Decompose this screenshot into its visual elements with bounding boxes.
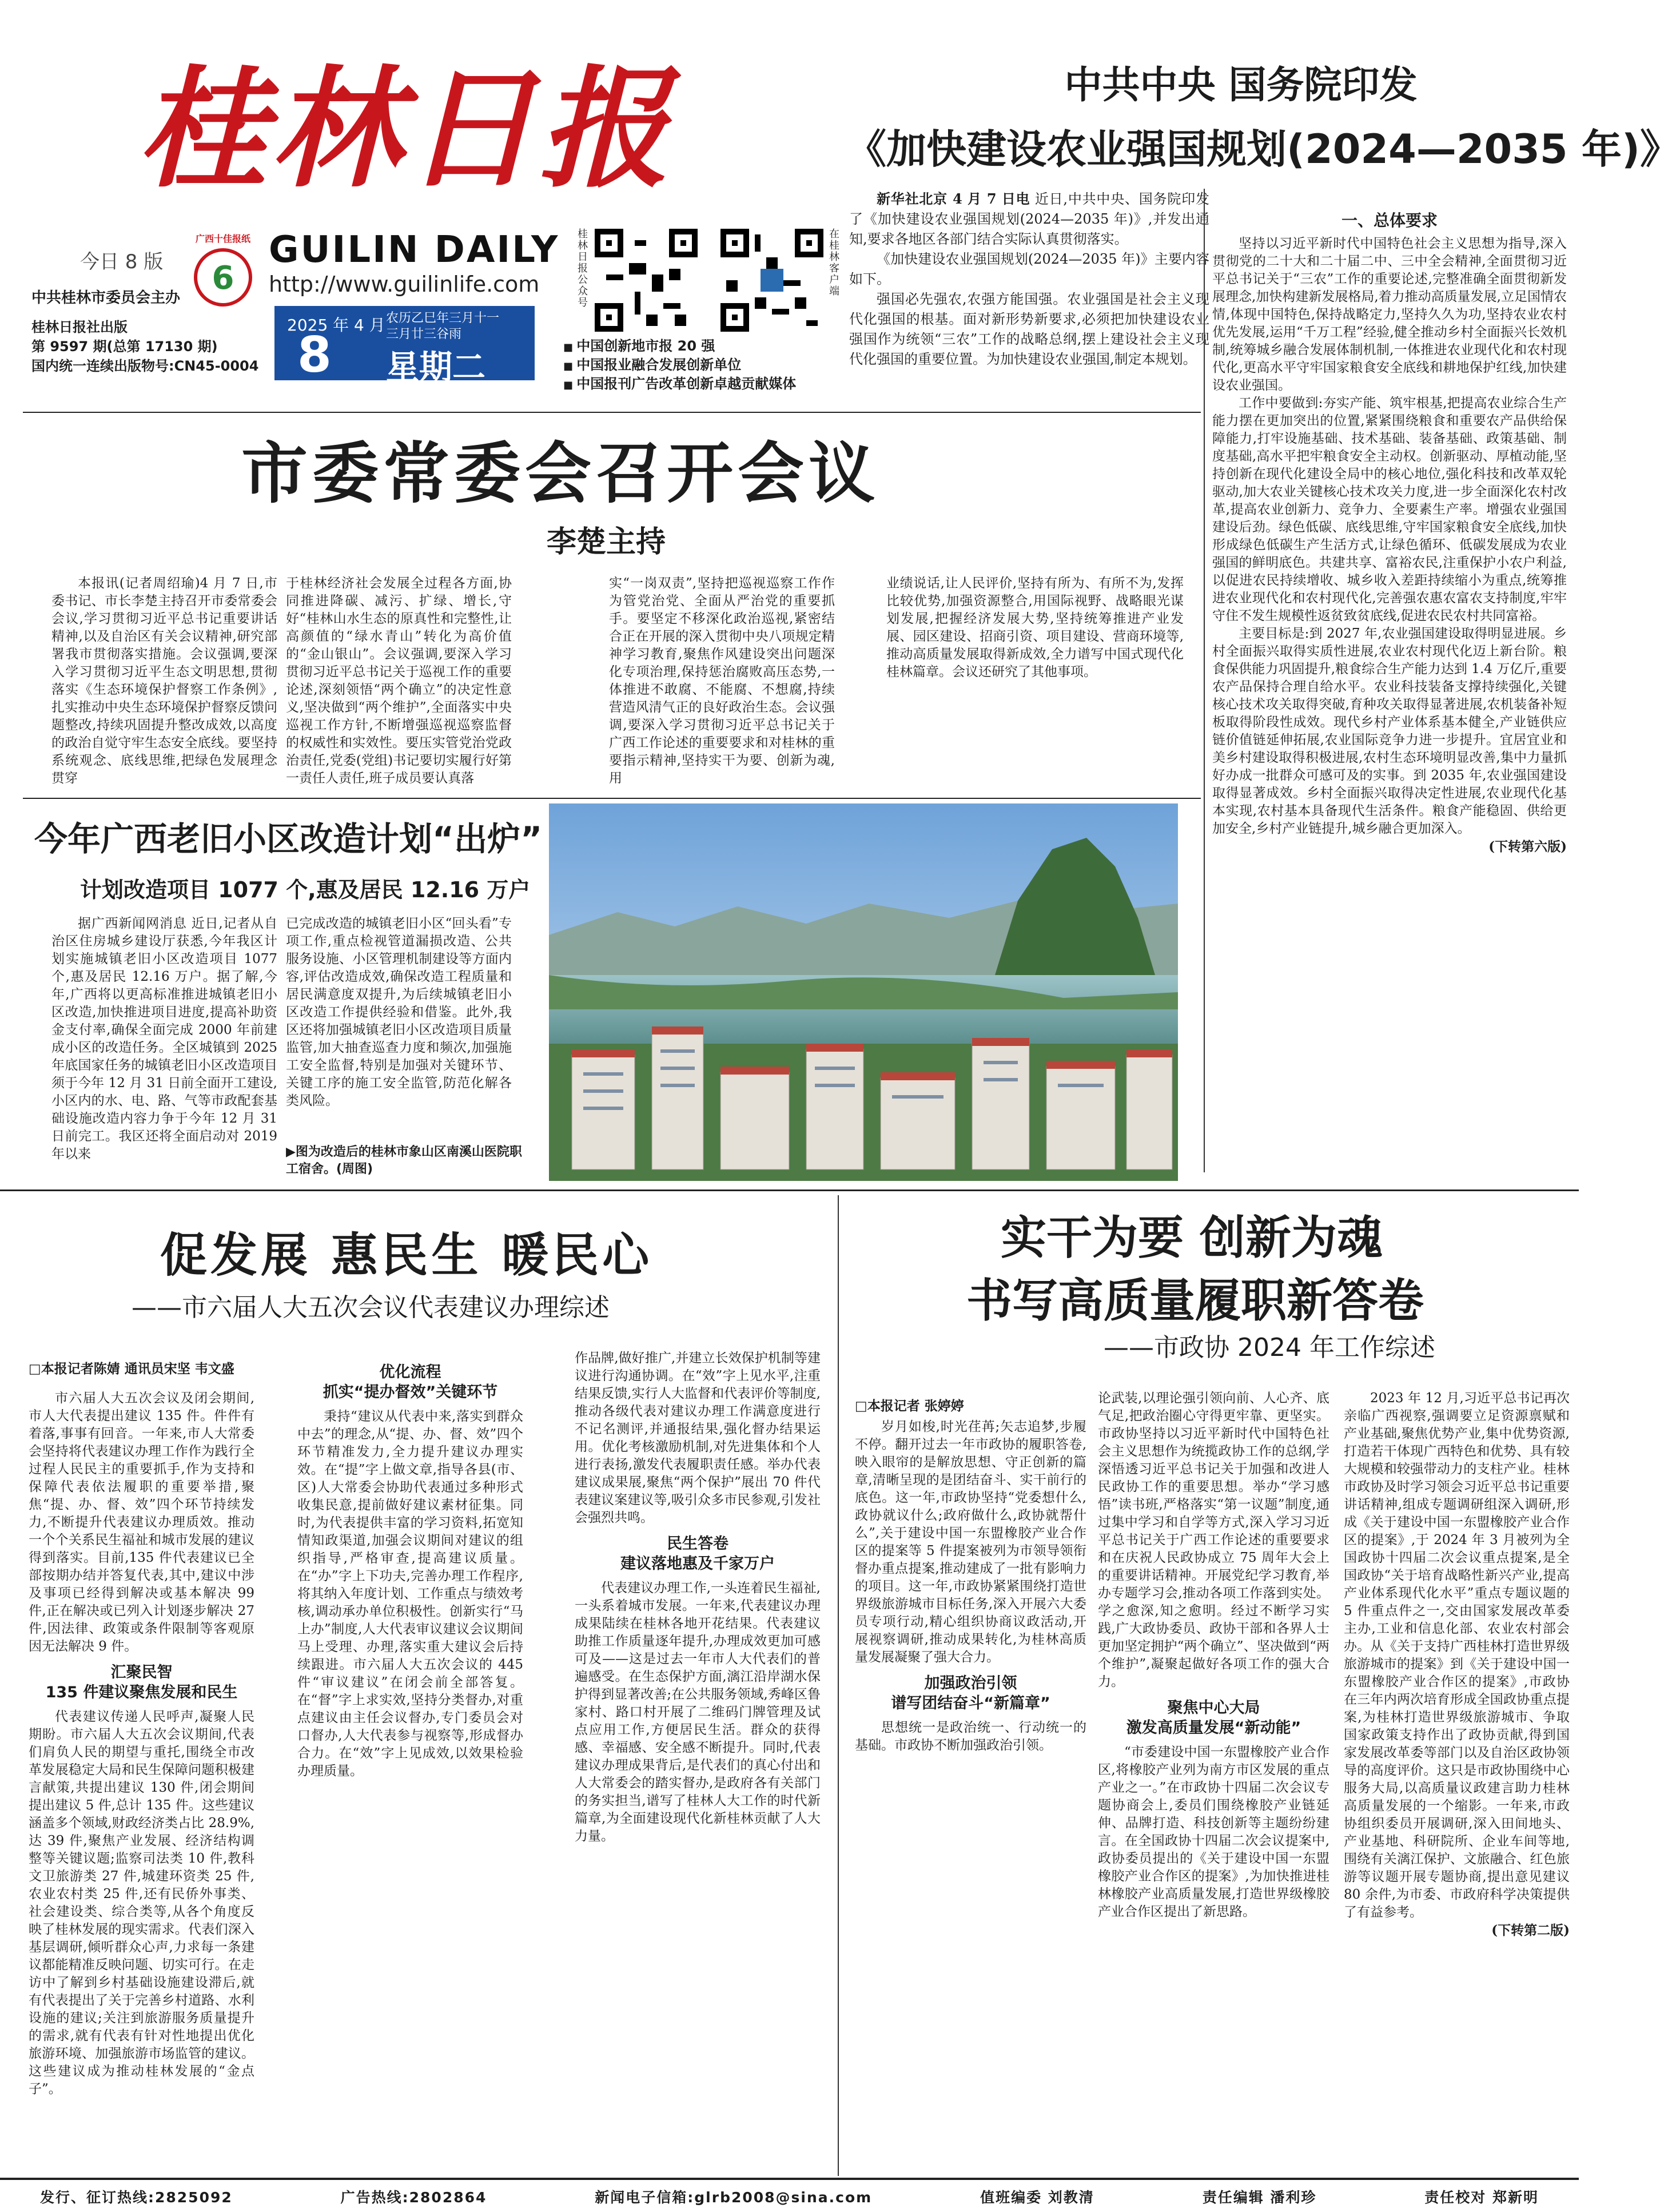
footer-duty-editor: 值班编委 刘教清 bbox=[980, 2189, 1094, 2206]
section-heading: 民生答卷 bbox=[667, 1535, 728, 1553]
meeting-col-2: 于桂林经济社会发展全过程各方面,协同推进降碳、减污、扩绿、增长,守好“桂林山水生态的原真性和完整性,让高颜值的“绿水青山”转化为高价值的“金山银山”。会议强调,要深入学习贯彻习近平总书记关于巡视工作的重要论述,深刻领悟“两个确立”的决定性意义,坚决做到“两个维护”,全面落实中央巡视工作方针,不断增强巡视巡察监督的权威性和实效性。要压实管党治党政治责任,党委(党组)书记要切实履行好第一责任人责任,班子成员要认真落 bbox=[286, 576, 512, 786]
today-pages: 今日 8 版 bbox=[80, 250, 164, 273]
cppcc-title-2: 书写高质量履职新答卷 bbox=[966, 1274, 1424, 1327]
footer-hotline: 发行、征订热线:2825092 bbox=[40, 2189, 233, 2206]
section-subheading: 建议落地惠及千家万户 bbox=[620, 1555, 775, 1573]
cppcc-title-1: 实干为要 创新为魂 bbox=[1001, 1211, 1383, 1264]
meeting-subtitle: 李楚主持 bbox=[546, 525, 666, 559]
npc-col-1: 市六届人大五次会议及闭会期间,市人大代表提出建议 135 件。件件有着落,事事有回音。一年来,市人大常委会坚持将代表建议办理工作作为践行全过程人民民主的重要抓手,作为支持和保障代表依法履职的重要举措,聚焦“提、办、督、效”四个环节持续发力,不断提升代表建议办理质效。推动一个个关系民生福祉和城市发展的建议得到落实。目前,135 件代表建议已全部按期办结并答复代表,其中,建议中涉及事项已经得到解决或基本解决 99 件,正在解决或已列入计划逐步解决 27 件,因法律、政策或条件限制等客观原因无法解决 9 件。 汇聚民智 135 件建议聚焦发展和民生 代表建议传递人民呼声,凝聚人民期盼。市六届人大五次会议期间,代表们肩负人民的期望与重托,围绕全市改革发展稳定大局和民生保障问题积极建言献策,共提出建议 130 件,闭会期间提出建议 5 件,总计 135 件。这些建议涵盖多个领域,财政经济类占比 28.9%,达 39 件,聚焦产业发展、经济结构调整等关键议题;监察司法类 10 件,教科文卫旅游类 27 件,城建环资类 25 件,农业农村类 25 件,还有民侨外事类、社会建设类、综合类等,从各个角度反映了桂林发展的现实需求。代表们深入基层调研,倾听群众心声,力求每一条建议都能精准反映问题、切实可行。在走访中了解到乡村基础设施建设滞后,就有代表提出了关于完善乡村道路、水利设施的建议;关注到旅游服务质量提升的需求,就有代表有针对性地提出优化旅游环境、加强旅游市场监管的建议。这些建议成为推动桂林发展的“金点子”。 bbox=[29, 1391, 254, 2096]
section-heading: 一、总体要求 bbox=[1341, 211, 1438, 230]
section-subheading: 135 件建议聚焦发展和民生 bbox=[45, 1684, 238, 1701]
dateline: 新华社北京 4 月 7 日电 bbox=[877, 190, 1030, 207]
website-url[interactable]: http://www.guilinlife.com bbox=[269, 272, 540, 297]
section-subheading: 抓实“提办督效”关键环节 bbox=[323, 1383, 498, 1401]
honor-item: ■ 中国报刊广告改革创新卓越贡献媒体 bbox=[563, 375, 826, 394]
masthead-title: 桂林日报 bbox=[137, 52, 672, 205]
meeting-col-4: 业绩说话,让人民评价,坚持有所为、有所不为,发挥比较优势,加强资源整合,用国际视野、战略眼光谋划发展,把握经济发展大势,坚持统筹推进产业发展、园区建设、招商引资、项目建设、营商环境等,推动高质量发展取得新成效,全力谱写中国式现代化桂林篇章。会议还研究了其他事项。 bbox=[886, 576, 1184, 679]
continued-note: (下转第六版) bbox=[1488, 839, 1567, 854]
section-heading: 优化流程 bbox=[379, 1363, 441, 1381]
housing-title: 今年广西老旧小区改造计划“出炉” bbox=[34, 819, 543, 858]
masthead-english: GUILIN DAILY bbox=[269, 229, 560, 271]
section-subheading: 激发高质量发展“新动能” bbox=[1126, 1719, 1301, 1737]
cppcc-col-1: 岁月如梭,时光荏苒;矢志追梦,步履不停。翻开过去一年市政协的履职答卷,映入眼帘的是解放思想、守正创新的篇章,清晰呈现的是团结奋斗、实干前行的底色。这一年,市政协坚持“党委想什么,政协就议什么;政府做什么,政协就帮什么”,关于建设中国一东盟橡胶产业合作区的提案等 5 件提案被列为市领导领衔督办重点提案,推动建成了一批有影响力的项目。这一年,市政协紧紧围绕打造世界级旅游城市目标任务,深入开展六大委员专项行动,精心组织协商议政活动,开展视察调研,推动成果转化,为桂林高质量发展凝聚了强大合力。 加强政治引领 谱写团结奋斗“新篇章” 思想统一是政治统一、行动统一的基础。市政协不断加强政治引领。 bbox=[855, 1419, 1086, 1753]
lead-para: 《加快建设农业强国规划(2024—2035 年)》主要内容如下。 bbox=[849, 251, 1209, 287]
housing-col-2: 已完成改造的城镇老旧小区“回头看”专项工作,重点检视管道漏损改造、公共服务设施、小区管理机制建设等方面内容,评估改造成效,确保改造工程质量和居民满意度双提升,为后续城镇老旧小区改造工作提供经验和借鉴。此外,我区还将加强城镇老旧小区改造项目质量监管,加大抽查巡查力度和频次,加强施工安全监督,特别是加强对关键环节、关键工序的施工安全监管,防范化解各类风险。 bbox=[286, 916, 512, 1108]
housing-col-1: 据广西新闻网消息 近日,记者从自治区住房城乡建设厅获悉,今年我区计划实施城镇老旧小区改造项目 1077 个,惠及居民 12.16 万户。据了解,今年,广西将以更高标准推进城镇老旧小区改造,加快推进项目进度,提高补助资金支付率,确保全面完成 2000 年前建成小区的改造任务。全区城镇到 2025 年底国家任务的城镇老旧小区改造项目须于今年 12 月 31 日前全面开工建设,小区内的水、电、路、气等市政配套基础设施改造内容力争于今年 12 月 31 日前完工。我区还将全面启动对 2019 年以来 bbox=[51, 916, 277, 1161]
issue-number: 第 9597 期(总第 17130 期) bbox=[31, 339, 218, 355]
lead-body-left: 新华社北京 4 月 7 日电 近日,中共中央、国务院印发了《加快建设农业强国规划(2024—2035 年)》,并发出通知,要求各地区各部门结合实际认真贯彻落实。 《加快建设农业强国规划(2024—2035 年)》主要内容如下。 强国必先强农,农强方能国强。农业强国是社会主义现代化强国的根基。面对新形势新要求,必须把加快建设农业强国作为统领“三农”工作的战略总纲,摆上建设社会主义现代化强国的重要位置。为加快建设农业强国,制定本规划。 bbox=[849, 189, 1209, 369]
meeting-col-3: 实“一岗双责”,坚持把巡视巡察工作作为管党治党、全面从严治党的重要抓手。要坚定不移深化政治巡视,紧密结合正在开展的深入贯彻中央八项规定精神学习教育,聚焦作风建设突出问题深化专项治理,保持惩治腐败高压态势,一体推进不敢腐、不能腐、不想腐,持续营造风清气正的良好政治生态。会议强调,要深入学习贯彻习近平总书记关于广西工作论述的重要要求和对桂林的重要指示精神,坚持实干为要、创新为魂,用 bbox=[609, 576, 835, 786]
serial-number: 国内统一连续出版物号:CN45-0004 bbox=[31, 358, 259, 374]
housing-subtitle: 计划改造项目 1077 个,惠及居民 12.16 万户 bbox=[80, 877, 531, 902]
sponsor: 中共桂林市委员会主办 bbox=[31, 289, 181, 307]
npc-col-2: 优化流程 抓实“提办督效”关键环节 秉持“建议从代表中来,落实到群众中去”的理念,从“提、办、督、效”四个环节精准发力,全力提升建议办理实效。在“提”字上做文章,指导各县(市、区)人大常委会协助代表通过多种形式收集民意,提前做好建议素材征集。同时,为代表提供丰富的学习资料,拓宽知情知政渠道,加强会议期间对建议的组织指导,严格审查,提高建议质量。在“办”字上下功夫,完善办理工作程序,将其纳入年度计划、工作重点与绩效考核,调动承办单位积极性。创新实行“马上办”制度,人大代表审议建议会议期间马上受理、办理,落实重大建议会后持续跟进。市六届人大五次会议的 445 件“审议建议”在闭会前全部答复。在“督”字上求实效,坚持分类督办,对重点建议由主任会议督办,专门委员会对口督办,人大代表参与视察等,形成督办合力。在“效”字上见成效,以效果检验办理质量。 bbox=[297, 1363, 523, 1779]
section-heading: 加强政治引领 bbox=[924, 1674, 1017, 1692]
date-box bbox=[274, 306, 535, 387]
continued-note: (下转第二版) bbox=[1491, 1923, 1570, 1938]
lead-headline-1: 中共中央 国务院印发 bbox=[1064, 63, 1418, 107]
qr-caption-right: 在桂林客户端 bbox=[829, 228, 839, 297]
cppcc-col-3: 2023 年 12 月,习近平总书记再次亲临广西视察,强调要立足资源禀赋和产业基础,聚焦优势产业,集中优势资源,打造若干体现广西特色和优势、具有较大规模和较强带动力的支柱产业。桂林市政协及时学习领会习近平总书记重要讲话精神,组成专题调研组深入调研,形成《关于建设中国一东盟橡胶产业合作区的提案》,于 2024 年 3 月被列为全国政协十四届二次会议重点提案,是全国政协“关于培育战略性新兴产业,提高产业体系现代化水平”重点专题议题的 5 件重点件之一,交由国家发展改革委主办,工业和信息化部、农业农村部会办。从《关于支持广西桂林打造世界级旅游城市的提案》到《关于建设中国一东盟橡胶产业合作区的提案》,市政协在三年内两次培育形成全国政协重点提案,为桂林打造世界级旅游城市、争取国家政策支持作出了政协贡献,得到国家发展改革委等部门以及自治区政协领导的高度评价。这只是市政协围绕中心服务大局,以高质量议政建言助力桂林高质量发展的一个缩影。一年来,市政协组织委员开展调研,深入田间地头、产业基地、科研院所、企业车间等地,围绕有关漓江保护、文旅融合、红色旅游等议题开展专题协商,提出意见建议 80 余件,为市委、市政府科学决策提供了有益参考。 (下转第二版) bbox=[1344, 1391, 1570, 1938]
npc-col-3: 作品牌,做好推广,并建立长效保护机制等建议进行沟通协调。在“效”字上见水平,注重结果反馈,实行人大监督和代表评价等制度,推动各级代表对建议办理工作满意度进行不记名测评,并通报结果,强化督办结果运用。优化考核激励机制,对先进集体和个人进行表扬,激发代表履职责任感。举办代表建议成果展,聚焦“两个保护”展出 70 件代表建议案建议等,吸引众多市民参观,引发社会强烈共鸣。 民生答卷 建议落地惠及千家万户 代表建议办理工作,一头连着民生福祉,一头系着城市发展。一年来,代表建议办理成果陆续在桂林各地开花结果。代表建议助推工作质量逐年提升,办理成效更加可感可及——这是过去一年市人大代表们的普遍感受。在生态保护方面,漓江沿岸湖水保护得到显著改善;在公共服务领域,秀峰区鲁家村、路口村开展了二维码门牌管理及试点应用工作,方便居民生活。群众的获得感、幸福感、安全感不断提升。同时,代表建议办理成果背后,是代表们的真心付出和人大常委会的踏实督办,是政府各有关部门的务实担当,谱写了桂林人大工作的时代新篇章,为全面建设现代化新桂林贡献了人大力量。 bbox=[575, 1351, 821, 1844]
npc-title: 促发展 惠民生 暖民心 bbox=[160, 1228, 653, 1283]
footer-email[interactable]: 新闻电子信箱:glrb2008@sina.com bbox=[595, 2189, 873, 2206]
svg-text:6: 6 bbox=[212, 260, 234, 297]
section-heading: 聚焦中心大局 bbox=[1167, 1699, 1260, 1717]
photo-caption: ▶图为改造后的桂林市象山区南溪山医院职工宿舍。(周图) bbox=[286, 1145, 522, 1176]
lead-para: 强国必先强农,农强方能国强。农业强国是社会主义现代化强国的根基。面对新形势新要求,必须把加快建设农业强国作为统领“三农”工作的战略总纲,摆上建设社会主义现代化强国的重要位置。为加快建设农业强国,制定本规划。 bbox=[849, 291, 1209, 367]
footer bbox=[0, 2182, 1579, 2207]
honor-item: ■ 中国报业融合发展创新单位 bbox=[563, 356, 826, 375]
honor-item: ■ 中国创新地市报 20 强 bbox=[563, 337, 826, 356]
city-aerial-photo bbox=[549, 803, 1178, 1181]
section-subheading: 谱写团结奋斗“新篇章” bbox=[891, 1694, 1050, 1712]
award-logo bbox=[189, 232, 257, 312]
meeting-title: 市委常委会召开会议 bbox=[241, 435, 879, 512]
weekday: 星期二 bbox=[386, 348, 486, 387]
meeting-col-1: 本报讯(记者周绍瑜)4 月 7 日,市委书记、市长李楚主持召开市委常委会会议,学习贯彻习近平总书记重要讲话精神,以及自治区有关会议精神,研究部署我市贯彻落实措施。会议强调,要深入学习贯彻习近平生态文明思想,贯彻落实《生态环境保护督察工作条例》,扎实推动中央生态环境保护督察反馈问题整改,持续巩固提升整改成效,以高度的政治自觉守牢生态安全底线。要坚持系统观念、底线思维,把绿色发展理念贯穿 bbox=[51, 576, 277, 786]
footer-editor: 责任编辑 潘利珍 bbox=[1202, 2189, 1317, 2206]
award-logo-text: 广西十佳报纸 bbox=[195, 233, 250, 244]
qr-code-icon[interactable] bbox=[595, 229, 698, 332]
section-heading: 汇聚民智 bbox=[110, 1664, 173, 1681]
footer-proofreader: 责任校对 郑新明 bbox=[1424, 2189, 1539, 2206]
date-year-month: 2025 年 4 月 bbox=[287, 316, 385, 335]
lead-headline-2: 《加快建设农业强国规划(2024—2035 年)》 bbox=[846, 126, 1680, 173]
qr-caption-left: 桂林日报公众号 bbox=[578, 228, 588, 309]
npc-byline: □本报记者陈婧 通讯员宋坚 韦文盛 bbox=[29, 1362, 234, 1376]
qr-code-icon[interactable] bbox=[720, 229, 823, 332]
honors-list bbox=[563, 337, 826, 394]
lead-body-right: 一、总体要求 坚持以习近平新时代中国特色社会主义思想为指导,深入贯彻党的二十大和二十届二中、三中全会精神,全面贯彻习近平总书记关于“三农”工作的重要论述,完整准确全面贯彻新发展理念,加快构建新发展格局,着力推动高质量发展,立足国情农情,体现中国特色,保持战略定力,坚持久久为功,坚持农业农村优先发展,运用“千万工程”经验,健全推动乡村全面振兴长效机制,统筹城乡融合发展体制机制,一体推进农业现代化和农村现代化,更高水平守牢国家粮食安全底线和耕地保护红线,加快建设农业强国。 工作中要做到:夯实产能、筑牢根基,把提高农业综合生产能力摆在更加突出的位置,紧紧围绕粮食和重要农产品供给保障能力,打牢设施基础、技术基础、装备基础、政策基础、制度基础,高水平把牢粮食安全主动权。创新驱动、厚植动能,坚持创新在现代化建设全局中的核心地位,强化科技和改革双轮驱动,加大农业关键核心技术攻关力度,进一步全面深化农村改革,提高农业创新力、竞争力、全要素生产率。增强农业强国建设后劲。绿色低碳、底线思维,守牢国家粮食安全底线,加快形成绿色低碳生产生活方式,让绿色循环、低碳发展成为农业强国的鲜明底色。共建共享、富裕农民,注重保护小农户利益,以促进农民持续增收、城乡收入差距持续缩小为重点,统筹推进农业现代化和农村现代化,完善强农惠农富农支持制度,牢牢守住不发生规模性返贫致贫底线,促进农民农村共同富裕。 主要目标是:到 2027 年,农业强国建设取得明显进展。乡村全面振兴取得实质性进展,农业农村现代化迈上新台阶。粮食保供能力巩固提升,粮食综合生产能力达到 1.4 万亿斤,重要农产品保持合理自给水平。农业科技装备支撑持续强化,关键核心技术攻关取得突破,育种攻关取得显著进展,农机装备补短板取得阶段性成效。现代乡村产业体系基本健全,产业链供应链价值链延伸拓展,农业国际竞争力进一步提升。宜居宜业和美乡村建设取得积极进展,农村生态环境明显改善,集中力量抓好办成一批群众可感可及的实事。到 2035 年,农业强国建设取得显著成效。乡村全面振兴取得决定性进展,农业现代化基本实现,农村基本具备现代生活条件。粮食产能稳固、供给更加安全,乡村产业链提升,城乡融合更加深入。 (下转第六版) bbox=[1212, 211, 1567, 854]
publication-info bbox=[31, 317, 272, 376]
date-day: 8 bbox=[297, 327, 332, 384]
cppcc-col-2: 论武装,以理论强引领向前、人心齐、底气足,把政治圈心守得更牢靠、更坚实。市政协坚持以习近平新时代中国特色社会主义思想作为统揽政协工作的总纲,学深悟透习近平总书记关于加强和改进人民政协工作的重要思想。举办“学习感悟”读书班,严格落实“第一议题”制度,通过集中学习和自学等方式,深入学习习近平总书记关于广西工作论述的重要要求和在庆祝人民政协成立 75 周年大会上的重要讲话精神。开展党纪学习教育,举办专题学习会,推动各项工作落到实处。学之愈深,知之愈明。经过不断学习实践,广大政协委员、政协干部和各界人士更加坚定拥护“两个确立”、坚决做到“两个维护”,凝聚起做好各项工作的强大合力。 聚焦中心大局 激发高质量发展“新动能” “市委建设中国一东盟橡胶产业合作区,将橡胶产业列为南方市区发展的重点产业之一。”在市政协十四届二次会议专题协商会上,委员们围绕橡胶产业链延伸、品牌打造、科技创新等主题纷纷建言。在全国政协十四届二次会议提案中,政协委员提出的《关于建设中国一东盟橡胶产业合作区的提案》,为加快推进桂林橡胶产业高质量发展,打造世界级橡胶产业合作区提出了新思路。 bbox=[1098, 1391, 1329, 1919]
publisher: 桂林日报社出版 bbox=[31, 319, 128, 335]
footer-ad-hotline: 广告热线:2802864 bbox=[340, 2189, 487, 2206]
lunar-date: 农历乙巳年三月十一 三月廿三谷雨 bbox=[386, 311, 500, 341]
npc-subtitle: ——市六届人大五次会议代表建议办理综述 bbox=[132, 1293, 610, 1322]
cppcc-byline: □本报记者 张婷婷 bbox=[855, 1399, 964, 1414]
cppcc-subtitle: ——市政协 2024 年工作综述 bbox=[1104, 1333, 1435, 1362]
